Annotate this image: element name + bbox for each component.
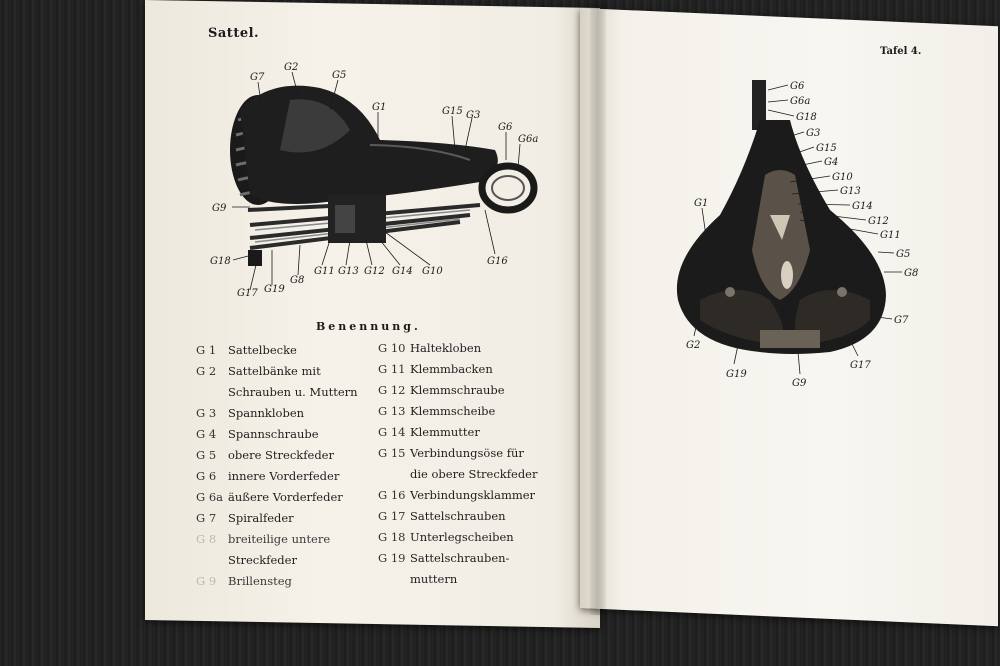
label-g2: G2: [686, 340, 701, 351]
legend-item-g6: G 6 innere Vorderfeder: [196, 469, 340, 483]
label-g19: G19: [726, 369, 747, 380]
legend-item-g16: G 16 Verbindungsklammer: [378, 488, 536, 502]
label-g14: G14: [392, 266, 413, 277]
legend-item-g4: G 4 Spannschraube: [196, 427, 319, 441]
label-g17: G17: [237, 288, 258, 299]
label-g8: G8: [290, 275, 305, 286]
label-g1: G1: [372, 102, 387, 113]
legend-item-g11: G 11 Klemmbacken: [378, 362, 493, 376]
legend-item-g9: G 9 Brillensteg: [196, 574, 292, 588]
legend-item-g2-cont: Schrauben u. Muttern: [228, 385, 358, 399]
legend-item-g15: G 15 Verbindungsöse für: [378, 446, 524, 460]
label-g9: G9: [792, 378, 807, 389]
label-g15: G15: [442, 106, 463, 117]
label-g9: G9: [212, 203, 227, 214]
legend-item-g15-cont: die obere Streckfeder: [410, 467, 538, 481]
label-g10: G10: [832, 172, 853, 183]
legend-item-g7: G 7 Spiralfeder: [196, 511, 294, 525]
legend-item-g14: G 14 Klemmutter: [378, 425, 480, 439]
legend-item-g1: G 1 Sattelbecke: [196, 343, 297, 357]
legend-item-g8: G 8 breiteilige untere: [196, 532, 331, 546]
saddle-top-illustration: [677, 80, 886, 354]
label-g18: G18: [796, 112, 817, 123]
label-g5: G5: [332, 70, 347, 81]
label-g10: G10: [422, 266, 443, 277]
legend-item-g12: G 12 Klemmschraube: [378, 383, 505, 397]
legend-item-g17: G 17 Sattelschrauben: [378, 509, 506, 523]
label-g11: G11: [314, 266, 335, 277]
legend-item-g13: G 13 Klemmscheibe: [378, 404, 496, 418]
legend-item-g18: G 18 Unterlegscheiben: [378, 530, 514, 544]
label-g13: G13: [338, 266, 359, 277]
legend-item-g10: G 10 Haltekloben: [378, 341, 482, 355]
label-g6: G6: [498, 122, 513, 133]
label-g2: G2: [284, 62, 299, 73]
legend-item-g8-cont: Streckfeder: [228, 553, 297, 567]
label-g3: G3: [466, 110, 481, 121]
label-g7: G7: [894, 315, 909, 326]
plate-number: Tafel 4.: [880, 46, 922, 57]
legend-item-g19-cont: muttern: [410, 572, 458, 586]
label-g12: G12: [868, 216, 889, 227]
label-g18: G18: [210, 256, 231, 267]
label-g7: G7: [250, 72, 265, 83]
label-g19: G19: [264, 284, 285, 295]
label-g17: G17: [850, 360, 871, 371]
legend-heading: Benennung.: [316, 320, 421, 333]
label-g5: G5: [896, 249, 911, 260]
label-g6: G6: [790, 81, 805, 92]
label-g3: G3: [806, 128, 821, 139]
legend-item-g2: G 2 Sattelbänke mit: [196, 364, 321, 378]
label-g4: G4: [824, 157, 839, 168]
label-g14: G14: [852, 201, 873, 212]
label-g8: G8: [904, 268, 919, 279]
label-g16: G16: [487, 256, 508, 267]
page-title: Sattel.: [208, 26, 260, 41]
label-g12: G12: [364, 266, 385, 277]
legend-item-g6a: G 6a äußere Vorderfeder: [196, 490, 343, 504]
label-g6a: G6a: [518, 134, 539, 145]
legend-item-g19: G 19 Sattelschrauben-: [378, 551, 510, 565]
label-g11: G11: [880, 230, 901, 241]
legend-item-g5: G 5 obere Streckfeder: [196, 448, 334, 462]
label-g15: G15: [816, 143, 837, 154]
label-g13: G13: [840, 186, 861, 197]
label-g1: G1: [694, 198, 709, 209]
label-g6a: G6a: [790, 96, 811, 107]
legend-item-g3: G 3 Spannkloben: [196, 406, 305, 420]
